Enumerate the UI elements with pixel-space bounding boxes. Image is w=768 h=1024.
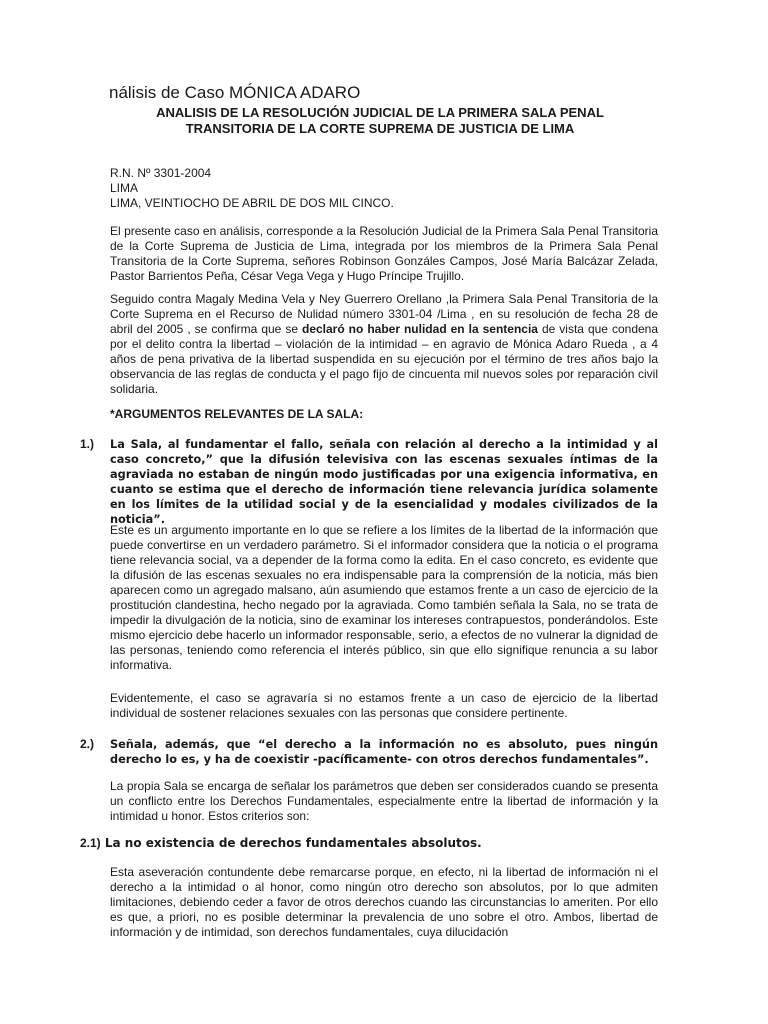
argument-item-2 [80, 737, 658, 767]
argument-item-2-text: Señala, además, que “el derecho a la información no es absoluto, pues ningún derecho lo es, y ha de coexistir -pacíficamente- con otros derechos fundamentales”. [110, 738, 658, 766]
resolution-heading [110, 105, 650, 137]
subsection-number: 2.1) [80, 836, 101, 850]
document-title: nálisis de Caso MÓNICA ADARO [109, 83, 361, 102]
arguments-heading: *ARGUMENTOS RELEVANTES DE LA SALA: [110, 407, 364, 421]
paragraph-intro: El presente caso en análisis, corresponde a la Resolución Judicial de la Primera Sala Penal Transitoria de la Corte Suprema de Justicia de Lima, integrada por los miembros de la Primera Sala Penal Transitoria de la Corte Suprema, señores Robinson Gonzáles Campos, José María Balcázar Zelada, Pastor Barrientos Peña, César Vega Vega y Hugo Príncipe Trujillo. [110, 224, 658, 283]
paragraph-case-summary-part-1: Seguido contra Magaly Medina Vela y Ney Guerrero Orellano ,la Primera Sala Penal Transitoria de la Corte Suprema en el Recurso de Nulidad número 3301-04 /Lima , en su resolución de fecha 28 de abril del 2005 , se confirma que se [110, 292, 658, 336]
heading-line-2: TRANSITORIA DE LA CORTE SUPREMA DE JUSTICIA DE LIMA [185, 121, 575, 136]
argument-item-1 [80, 437, 658, 527]
paragraph-aggravation: Evidentemente, el caso se agravaría si no estamos frente a un caso de ejercicio de la libertad individual de sostener relaciones sexuales con las personas que considere pertinente. [110, 691, 658, 720]
paragraph-case-summary [110, 292, 658, 397]
case-date: LIMA, VEINTIOCHO DE ABRIL DE DOS MIL CINCO. [110, 196, 394, 210]
heading-line-1: ANALISIS DE LA RESOLUCIÓN JUDICIAL DE LA PRIMERA SALA PENAL [156, 105, 604, 120]
paragraph-case-summary-highlight: declaró no haber nulidad en la sentencia [302, 322, 538, 336]
argument-item-2-number: 2.) [80, 737, 95, 751]
subsection-heading [80, 836, 482, 850]
subsection-title: La no existencia de derechos fundamentales absolutos. [104, 836, 482, 850]
case-number: R.N. Nº 3301-2004 [110, 166, 212, 180]
case-city: LIMA [110, 181, 139, 195]
paragraph-absolute-rights: Esta aseveración contundente debe remarcarse porque, en efecto, ni la libertad de información ni el derecho a la intimidad o al honor, como ningún otro derecho son absolutos, por lo que admiten limitaciones, debiendo ceder a favor de otros derechos cuando las circunstancias lo ameriten. Por ello es que, a priori, no es posible determinar la prevalencia de uno sobre el otro. Ambos, libertad de información y de intimidad, son derechos fundamentales, cuya dilucidación [110, 865, 658, 939]
paragraph-case-summary-part-2: de vista que condena por el delito contra la libertad – violación de la intimidad – en agravio de Mónica Adaro Rueda , a 4 años de pena privativa de la libertad suspendida en su ejecución por el término de tres años bajo la observancia de las reglas de conducta y el pago fijo de cincuenta mil nuevos soles por reparación civil solidaria. [110, 322, 659, 396]
paragraph-analysis: Este es un argumento importante en lo que se refiere a los límites de la libertad de la información que puede convertirse en un verdadero parámetro. Si el informador considera que la noticia o el programa tiene relevancia social, va a depender de la forma como la edita. En el caso concreto, es evidente que la difusión de las escenas sexuales no era indispensable para la comprensión de la noticia, más bien aparecen como un agregado malsano, aún asumiendo que estamos frente a un caso de ejercicio de la prostitución clandestina, hecho negado por la agraviada. Como también señala la Sala, no se trata de impedir la divulgación de la noticia, sino de examinar los intereses contrapuestos, ponderándolos. Este mismo ejercicio debe hacerlo un informador responsable, serio, a efectos de no vulnerar la dignidad de las personas, teniendo como referencia el interés público, sin que ello signifique renuncia a su labor informativa. [110, 523, 658, 672]
paragraph-criteria: La propia Sala se encarga de señalar los parámetros que deben ser considerados cuando se presenta un conflicto entre los Derechos Fundamentales, especialmente entre la libertad de información y la intimidad u honor. Estos criterios son: [110, 779, 658, 823]
case-metadata [110, 166, 394, 211]
argument-item-1-text: La Sala, al fundamentar el fallo, señala con relación al derecho a la intimidad y al caso concreto,” que la difusión televisiva con las escenas sexuales íntimas de la agraviada no estaban de ningún modo justificadas por una exigencia informativa, en cuanto se estima que el derecho de información tiene relevancia jurídica solamente en los límites de la utilidad social y de la esencialidad y modales civilizados de la noticia”. [110, 438, 658, 526]
argument-item-1-number: 1.) [80, 437, 95, 451]
